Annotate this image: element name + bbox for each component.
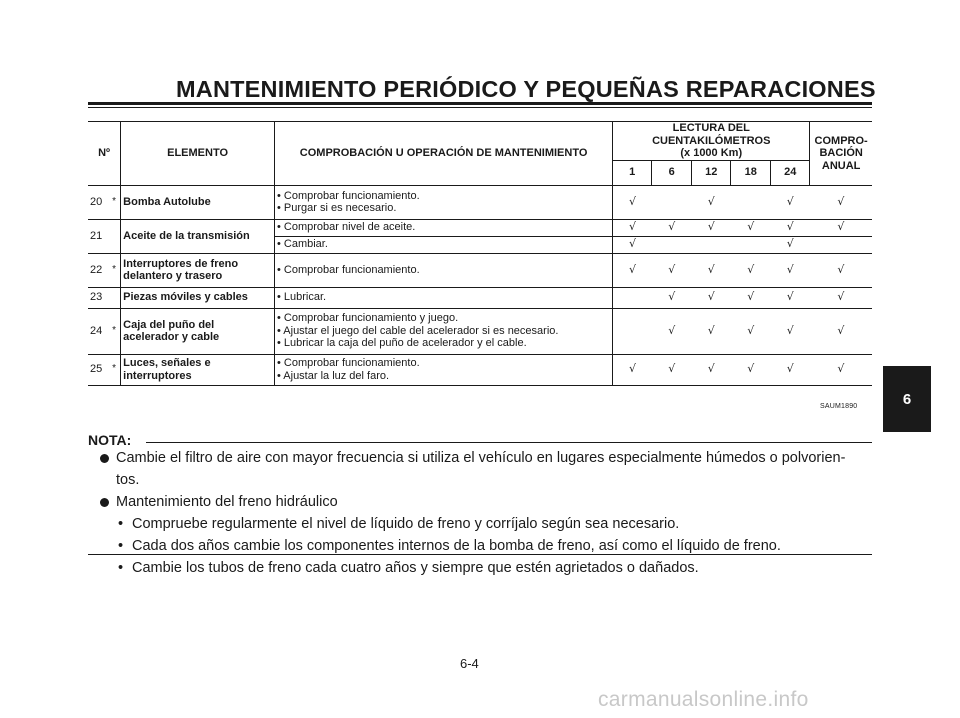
row-operation: • Comprobar funcionamiento. <box>274 253 612 287</box>
check-cell: √ <box>652 308 692 354</box>
row-operation: • Comprobar funcionamiento. • Ajustar la luz del faro. <box>274 354 612 385</box>
nota-label: NOTA: <box>88 432 132 448</box>
header-odometer: LECTURA DEL CUENTAKILÓMETROS (x 1000 Km) <box>613 122 810 161</box>
header-operation: COMPROBACIÓN U OPERACIÓN DE MANTENIMIENTO <box>274 122 612 186</box>
nota-end-rule <box>88 554 872 555</box>
check-cell <box>810 236 872 253</box>
row-operation: • Comprobar funcionamiento. • Purgar si es necesario. <box>274 185 612 219</box>
header-km-1: 1 <box>613 160 652 185</box>
row-element: Bomba Autolube <box>121 185 275 219</box>
list-item: • Cambie los tubos de freno cada cuatro años y siempre que estén agrietados o dañados. <box>88 557 872 579</box>
table-row <box>88 354 872 385</box>
check-cell <box>613 287 652 308</box>
sub-bullet-icon: • <box>118 538 124 554</box>
row-number: 24 <box>88 308 108 354</box>
row-number: 21 <box>88 219 108 253</box>
row-star: * <box>108 354 121 385</box>
check-cell: √ <box>652 253 692 287</box>
row-element: Piezas móviles y cables <box>121 287 275 308</box>
table-row <box>88 185 872 219</box>
check-cell <box>652 185 692 219</box>
row-star: * <box>108 185 121 219</box>
check-cell: √ <box>692 287 731 308</box>
check-cell: √ <box>652 354 692 385</box>
nota-section <box>88 447 872 579</box>
title-rule <box>88 102 872 105</box>
row-operation: • Comprobar nivel de aceite. <box>274 219 612 236</box>
row-number: 23 <box>88 287 108 308</box>
check-cell: √ <box>810 354 872 385</box>
check-cell: √ <box>731 219 771 236</box>
check-cell: √ <box>613 236 652 253</box>
check-cell: √ <box>810 219 872 236</box>
list-item: Mantenimiento del freno hidráulico <box>88 491 872 513</box>
title-rule-thin <box>88 107 872 108</box>
row-operation: • Comprobar funcionamiento y juego. • Ajustar el juego del cable del acelerador si es necesario. • Lubricar la caja del puño de acelerador y el cable. <box>274 308 612 354</box>
row-element: Aceite de la transmisión <box>121 219 275 253</box>
row-operation: • Lubricar. <box>274 287 612 308</box>
check-cell: √ <box>771 354 810 385</box>
check-cell <box>731 185 771 219</box>
row-element: Caja del puño del acelerador y cable <box>121 308 275 354</box>
check-cell: √ <box>613 185 652 219</box>
chapter-tab: 6 <box>883 366 931 432</box>
sub-bullet-icon: • <box>118 516 124 532</box>
list-item: • Cada dos años cambie los componentes internos de la bomba de freno, así como el líquido de freno. <box>88 535 872 557</box>
check-cell: √ <box>692 308 731 354</box>
header-km-18: 18 <box>731 160 771 185</box>
table-row <box>88 287 872 308</box>
header-element: ELEMENTO <box>121 122 275 186</box>
check-cell: √ <box>652 287 692 308</box>
check-cell: √ <box>692 185 731 219</box>
check-cell: √ <box>692 219 731 236</box>
reference-code: SAUM1890 <box>820 403 858 410</box>
header-no: Nº <box>88 122 121 186</box>
page-number: 6-4 <box>460 656 479 671</box>
row-element: Luces, señales e interruptores <box>121 354 275 385</box>
check-cell <box>613 308 652 354</box>
check-cell: √ <box>771 287 810 308</box>
check-cell: √ <box>692 354 731 385</box>
check-cell: √ <box>810 308 872 354</box>
check-cell <box>731 236 771 253</box>
check-cell: √ <box>731 308 771 354</box>
check-cell: √ <box>613 219 652 236</box>
check-cell: √ <box>771 219 810 236</box>
row-star: * <box>108 253 121 287</box>
row-number: 22 <box>88 253 108 287</box>
header-km-6: 6 <box>652 160 692 185</box>
row-number: 20 <box>88 185 108 219</box>
bullet-icon <box>100 498 109 507</box>
row-star <box>108 287 121 308</box>
check-cell: √ <box>731 253 771 287</box>
check-cell: √ <box>652 219 692 236</box>
row-operation: • Cambiar. <box>274 236 612 253</box>
check-cell <box>692 236 731 253</box>
check-cell: √ <box>613 354 652 385</box>
bullet-icon <box>100 454 109 463</box>
nota-rule <box>146 442 872 443</box>
table-row <box>88 253 872 287</box>
row-star: * <box>108 308 121 354</box>
row-element: Interruptores de freno delantero y trasero <box>121 253 275 287</box>
check-cell: √ <box>613 253 652 287</box>
check-cell: √ <box>771 253 810 287</box>
check-cell: √ <box>731 287 771 308</box>
header-km-24: 24 <box>771 160 810 185</box>
list-item: • Compruebe regularmente el nivel de líquido de freno y corríjalo según sea necesario. <box>88 513 872 535</box>
check-cell: √ <box>771 308 810 354</box>
check-cell: √ <box>692 253 731 287</box>
maintenance-table <box>88 121 872 386</box>
list-item: Cambie el filtro de aire con mayor frecuencia si utiliza el vehículo en lugares especialmente húmedos o polvorien- tos. <box>88 447 872 491</box>
row-number: 25 <box>88 354 108 385</box>
header-km-12: 12 <box>692 160 731 185</box>
check-cell: √ <box>810 185 872 219</box>
check-cell <box>652 236 692 253</box>
check-cell: √ <box>810 287 872 308</box>
row-star <box>108 219 121 253</box>
header-annual: COMPRO- BACIÓN ANUAL <box>810 122 872 186</box>
sub-bullet-icon: • <box>118 560 124 576</box>
page-title: MANTENIMIENTO PERIÓDICO Y PEQUEÑAS REPARACIONES <box>176 76 876 102</box>
table-row <box>88 219 872 236</box>
check-cell: √ <box>771 236 810 253</box>
watermark: carmanualsonline.info <box>598 688 809 711</box>
table-row <box>88 308 872 354</box>
check-cell: √ <box>731 354 771 385</box>
check-cell: √ <box>810 253 872 287</box>
check-cell: √ <box>771 185 810 219</box>
